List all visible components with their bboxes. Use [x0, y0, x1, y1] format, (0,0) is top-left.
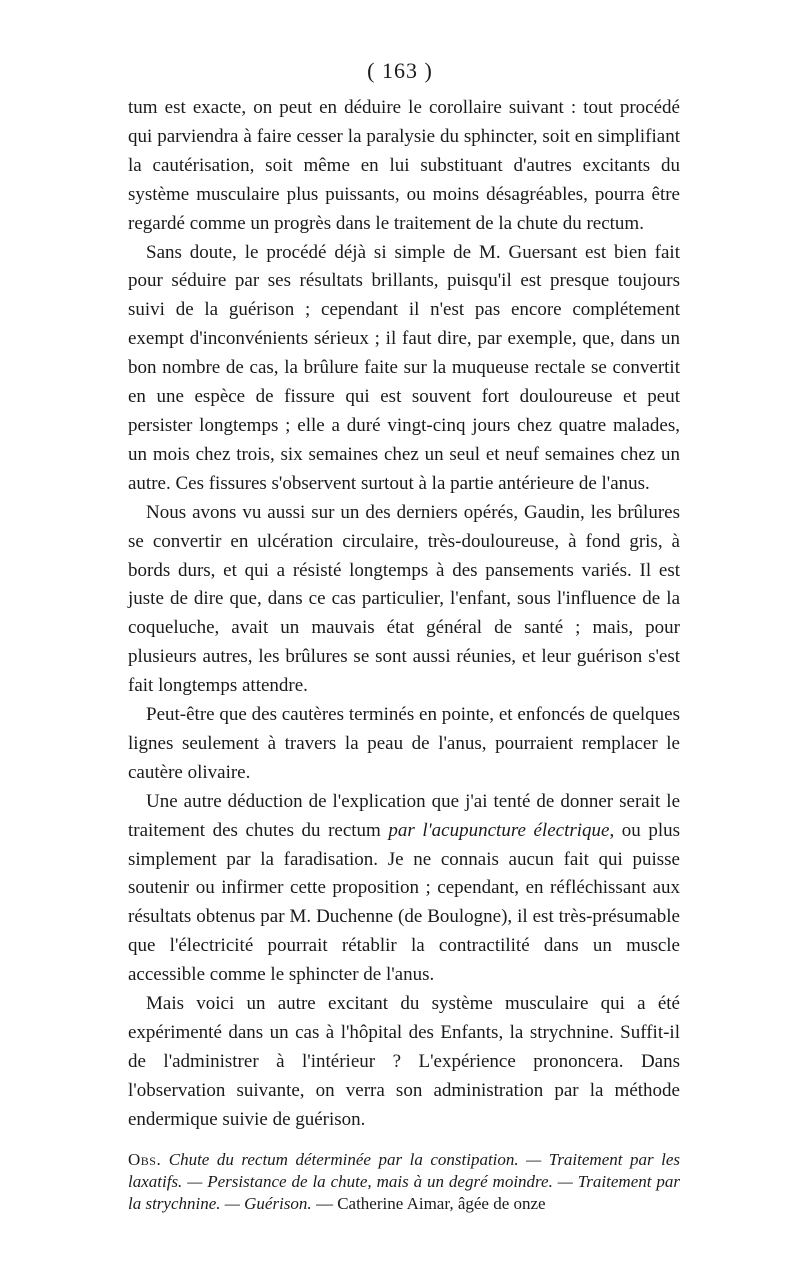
- paragraph-5-italic: par l'acupuncture électrique: [388, 819, 610, 841]
- observation-text: — Catherine Aimar, âgée de onze: [311, 1193, 546, 1213]
- body-text: [128, 94, 680, 1215]
- paragraph-2: Sans doute, le procédé déjà si simple de M. Guersant est bien fait pour séduire par ses résultats brillants, puisqu'il est presque toujours suivi de la guérison ; cependant il n'est pas encore complétement exempt d'inconvénients sérieux ; il faut dire, par exemple, que, dans un bon nombre de cas, la brûlure faite sur la muqueuse rectale se convertit en une espèce de fissure qui est souvent fort douloureuse et peut persister longtemps ; elle a duré vingt-cinq jours chez quatre malades, un mois chez trois, six semaines chez un seul et neuf semaines chez un autre. Ces fissures s'observent surtout à la partie antérieure de l'anus.: [128, 241, 680, 494]
- observation-label: Obs.: [128, 1149, 162, 1169]
- paragraph-5-start: Une autre déduction de l'explication que j'ai tenté de donner serait le traitement des chutes du rectum: [128, 790, 680, 841]
- paragraph-5-end: , ou plus simplement par la faradisation. Je ne connais aucun fait qui puisse soutenir ou infirmer cette proposition ; cependant, en réfléchissant aux résultats obtenus par M. Duchenne (de Boulogne), il est très-présumable que l'électricité pourrait rétablir la contractilité dans un muscle accessible comme le sphincter de l'anus.: [128, 819, 680, 986]
- paragraph-3: Nous avons vu aussi sur un des derniers opérés, Gaudin, les brûlures se convertir en ulcération circulaire, très-douloureuse, à fond gris, à bords durs, et qui a résisté longtemps à des pansements variés. Il est juste de dire que, dans ce cas particulier, l'enfant, sous l'influence de la coqueluche, avait un mauvais état général de santé ; mais, pour plusieurs autres, les brûlures se sont aussi réunies, et leur guérison s'est fait longtemps attendre.: [128, 501, 680, 697]
- paragraph-4: Peut-être que des cautères terminés en pointe, et enfoncés de quelques lignes seulement à travers la peau de l'anus, pourraient remplacer le cautère olivaire.: [128, 704, 680, 783]
- observation-heading: [128, 1149, 680, 1215]
- observation-title: Chute du rectum déterminée par la constipation. — Traitement par les laxatifs. — Persistance de la chute, mais à un degré moindre. — Traitement par la strychnine. — Guérison.: [128, 1149, 680, 1213]
- paragraph-5: [128, 788, 680, 990]
- paragraph-1: tum est exacte, on peut en déduire le corollaire suivant : tout procédé qui parviendra à faire cesser la paralysie du sphincter, soit en simplifiant la cautérisation, soit même en lui substituant d'autres excitants du système musculaire plus puissants, ou moins désagréables, pourra être regardé comme un progrès dans le traitement de la chute du rectum.: [128, 97, 680, 234]
- paragraph-6: Mais voici un autre excitant du système musculaire qui a été expérimenté dans un cas à l'hôpital des Enfants, la strychnine. Suffit-il de l'administrer à l'intérieur ? L'expérience prononcera. Dans l'observation suivante, on verra son administration par la méthode endermique suivie de guérison.: [128, 993, 680, 1130]
- page-number: ( 163 ): [367, 58, 433, 83]
